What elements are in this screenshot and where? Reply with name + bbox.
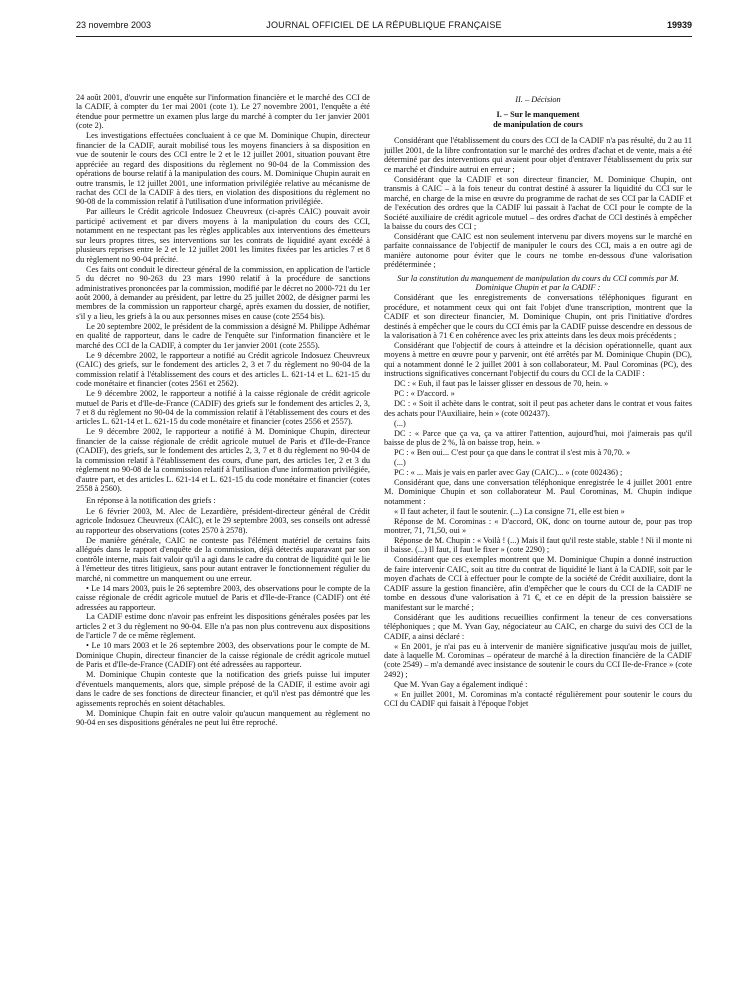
dialog-line: (...) [394, 418, 406, 428]
paragraph: Considérant que CAIC est non seulement intervenu par divers moyens sur le marché en parfaite connaissance de l'objectif de manipuler le cours des CCI, mais a en outre agi de manière autonome pour éviter que le cours ne tombe en-dessous d'une valorisation prédéterminée ; [384, 231, 692, 270]
quote: « Il faut acheter, il faut le soutenir. (...) La consigne 71, elle est bien » [394, 506, 625, 516]
paragraph: Le 6 février 2003, M. Alec de Lezardière, président-directeur général de Crédit agricole Indosuez Cheuvreux (CAIC), et le 29 septembre 2003, ses conseils ont adressé au rapporteur des observations (cotes 2570 à 2578). [76, 506, 370, 535]
dialog-line: DC : « Soit il achète dans le contrat, soit il peut pas acheter dans le contrat et vous faites des achats pour l'Auxiliaire, hein » (cote 002437). [384, 399, 692, 418]
paragraph: 24 août 2001, d'ouvrir une enquête sur l'information financière et le marché des CCI de la CADIF, à compter du 1er mai 2001 (cote 1). Le 27 novembre 2001, l'enquête a été étendue pour permettre un examen plus large du marché à compter du 1er janvier 2001 (cote 2). [76, 93, 370, 131]
subsection-title-line: de manipulation de cours [493, 120, 583, 130]
paragraph: Considérant que les auditions recueillies confirment la teneur de ces conversations téléphoniques ; que M. Yvan Gay, négociateur au CAIC, en charge du suivi des CCI de la CADIF, a ainsi déclaré : [384, 612, 692, 641]
paragraph: Le 9 décembre 2002, le rapporteur a notifié au Crédit agricole Indosuez Cheuvreux (CAIC) des griefs, sur le fondement des articles 2, 3 et 7 du règlement no 90-04 de la commission relatif à l'établissement des cours et des articles L. 621-14 et L. 621-15 du code monétaire et financier (cotes 2561 et 2562). [76, 350, 370, 389]
page-header [76, 20, 692, 34]
section-title: II. – Décision [515, 95, 561, 104]
paragraph: Par ailleurs le Crédit agricole Indosuez Cheuvreux (ci-après CAIC) pouvait avoir participé activement et par divers moyens à la manipulation du cours des CCI, notamment en ne respectant pas les règles applicables aux interventions des émetteurs sur leurs propres titres, ses interventions sur les contrats de liquidité ayant excédé à plusieurs reprises entre le 2 et le 12 juillet 2001 les limites fixées par les articles 7 et 8 du règlement no 90-04 précité. [76, 207, 370, 264]
paragraph: De manière générale, CAIC ne conteste pas l'élément matériel de certains faits allégués dans le rapport d'enquête de la commission, déjà détectés auparavant par son contrôle interne, mais fait valoir qu'il a agi dans le cadre du contrat de liquidité qui le lie à l'émetteur des titres litigieux, sans pour autant entraver le fonctionnement régulier du marché, ni commettre un manquement ou une erreur. [76, 535, 370, 583]
paragraph: • Le 14 mars 2003, puis le 26 septembre 2003, des observations pour le compte de la caisse régionale de crédit agricole mutuel de Paris et d'Ile-de-France (CADIF) ont été adressées au rapporteur. [76, 583, 370, 612]
right-column [384, 93, 692, 983]
paragraph: Que M. Yvan Gay a également indiqué : [394, 679, 528, 689]
paragraph: Considérant que les enregistrements de conversations téléphoniques figurant en procédure, et notamment ceux qui ont fait l'objet d'une transcription, montrent que la CADIF et son directeur financier, M. Dominique Chupin, ont pris l'initiative d'ordres destinés à empêcher que le cours du CCI émis par la CADIF puisse descendre en dessous de la valorisation à 71 € en cohérence avec les prix atteints dans les deux mois précédents ; [384, 293, 692, 341]
quote: « En 2001, je n'ai pas eu à intervenir de manière significative jusqu'au mois de juillet, date à laquelle M. Corominas – opérateur de marché à la direction financière de la CADIF (cote 2549) – m'a demandé avec insistance de soutenir le cours du CCI Ile-de-France » (cote 2492) ; [384, 641, 692, 679]
quote: Réponse de M. Chupin : « Voilà ! (...) Mais il faut qu'il reste stable, stable ! Ni il monte ni il baisse. (...) Il faut, il faut le fixer » (cote 2290) ; [384, 536, 692, 555]
paragraph: Le 20 septembre 2002, le président de la commission a désigné M. Philippe Adhémar en qualité de rapporteur, dans le cadre de l'enquête sur l'information financière et le marché des CCI de la CADIF, à compter du 1er janvier 2001 (cote 2555). [76, 321, 370, 350]
italic-heading: Sur la constitution du manquement de manipulation du cours du CCI commis par M. Dominique Chupin et par la CADIF : [397, 273, 679, 293]
dialog-line: PC : « Ben oui... C'est pour ça que dans le contrat il s'est mis à 70,70. » [394, 447, 631, 457]
paragraph: Le 9 décembre 2002, le rapporteur a notifié à la caisse régionale de crédit agricole mutuel de Paris et d'Ile-de-France (CADIF) des griefs sur le fondement des articles 2, 3, 7 et 8 du règlement no 90-04 de la commission relatif à l'établissement des cours et des articles L. 621-14 et L. 621-15 du code monétaire et financier (cotes 2556 et 2557). [76, 389, 370, 427]
dialog-line: DC : « Euh, il faut pas le laisser glisser en dessous de 70, hein. » [394, 379, 609, 389]
paragraph: La CADIF estime donc n'avoir pas enfreint les dispositions générales posées par les articles 2 et 3 du règlement no 90-04. Elle n'a pas non plus contrevenu aux dispositions de l'article 7 de ce même règlement. [76, 612, 370, 641]
paragraph: En réponse à la notification des griefs : [86, 495, 216, 505]
dialog-line: PC : « D'accord. » [394, 389, 455, 399]
dialog-line: PC : « ... Mais je vais en parler avec Gay (CAIC)... » (cote 002436) ; [394, 467, 623, 477]
paragraph: Le 9 décembre 2002, le rapporteur a notifié à M. Dominique Chupin, directeur financier de la caisse régionale de crédit agricole mutuel de Paris et d'Ile-de-France (CADIF), des griefs, sur le fondement des articles 2, 3, 7 et 8 du règlement no 90-04 de la commission relatif à l'établissement des cours, d'une part, des articles 1er, 2 et 3 du règlement no 90-08 de la commission relatif à l'utilisation d'une information privilégiée, d'autre part, et des articles L. 621-14 et L. 621-15 du code monétaire et financier (cotes 2558 à 2560). [76, 427, 370, 494]
quote: Réponse de M. Corominas : « D'accord, OK, donc on tourne autour de, pour pas trop montrer, 71, 71,50, oui » [384, 516, 692, 536]
paragraph: Considérant que l'objectif de cours à atteindre et la décision opérationnelle, quant aux moyens à mettre en œuvre pour y parvenir, ont été arrêtés par M. Dominique Chupin (DC), qui a notamment donné le 2 juillet 2001 à son collaborateur, M. Paul Corominas (PC), des instructions significatives concernant l'objectif du cours du CCI de la CADIF : [384, 340, 692, 379]
paragraph: Les investigations effectuées concluaient à ce que M. Dominique Chupin, directeur financier de la CADIF, aurait mobilisé tous les moyens financiers à sa disposition en vue de soutenir le cours des CCI entre le 2 et le 12 juillet 2001, situation pouvant être appréciée au regard des dispositions du règlement no 90-04 de la Commission des opérations de bourse relatif à la manipulation des cours. M. Dominique Chupin aurait en outre transmis, le 12 juillet 2001, une information privilégiée relative au mécanisme de rachat des CCI de la CADIF à des tiers, en violation des dispositions du règlement no 90-08 de la commission relatif à l'utilisation d'une information privilégiée. [76, 131, 370, 207]
subsection-title [384, 110, 692, 130]
header-title: JOURNAL OFFICIEL DE LA RÉPUBLIQUE FRANÇAISE [266, 20, 502, 30]
paragraph: Considérant que ces exemples montrent que M. Dominique Chupin a donné instruction de faire intervenir CAIC, soit au titre du contrat de liquidité le liant à la CADIF, soit par le moyen d'achats de CCI à effectuer pour le compte de la société de Crédit auxiliaire, dont la CADIF assure la gestion financière, afin d'empêcher que le cours du CCI de la CADIF ne tombe en dessous d'une valorisation à 71 €, et ce en dépit de la pression baissière se manifestant sur le marché ; [384, 555, 692, 612]
paragraph: Considérant que la CADIF et son directeur financier, M. Dominique Chupin, ont transmis à CAIC – à la fois teneur du contrat destiné à assurer la liquidité du CCI sur le marché, en charge de la mise en œuvre du programme de rachat de ses CCI par la CADIF et de l'exécution des ordres que la CADIF lui passait à l'achat de CCI pour le compte de la Société auxiliaire de crédit agricole mutuel – des ordres d'achat de CCI destinés à empêcher la baisse du cours des CCI ; [384, 174, 692, 232]
paragraph: M. Dominique Chupin conteste que la notification des griefs puisse lui imputer d'éventuels manquements, alors que, simple préposé de la CADIF, il estime avoir agi dans le cadre de ses fonctions de directeur financier, et qu'il n'est pas démontré que les agissements reprochés en soient détachables. [76, 670, 370, 708]
paragraph: M. Dominique Chupin fait en outre valoir qu'aucun manquement au règlement no 90-04 en ses dispositions générales ne peut lui être reproché. [76, 708, 370, 727]
dialog-line: (...) [394, 457, 406, 467]
header-date: 23 novembre 2003 [76, 20, 152, 30]
quote: « En juillet 2001, M. Corominas m'a contacté régulièrement pour soutenir le cours du CCI du CADIF qui faisait à l'époque l'objet [384, 689, 692, 709]
subsection-title-line: I. – Sur le manquement [496, 110, 580, 120]
header-rule [76, 36, 692, 37]
dialog-line: DC : « Parce que ça va, ça va attirer l'attention, aujourd'hui, moi j'aimerais pas qu'il baisse de plus de 2 %, là on baisse trop, hein. » [384, 428, 692, 447]
paragraph: Considérant que l'établissement du cours des CCI de la CADIF n'a pas résulté, du 2 au 11 juillet 2001, de la libre confrontation sur le marché des ordres d'achat et de vente, mais a été déterminé par des interventions qui avaient pour objet d'entraver l'établissement du prix sur ce marché et d'induire autrui en erreur ; [384, 136, 692, 174]
paragraph: • Le 10 mars 2003 et le 26 septembre 2003, des observations pour le compte de M. Dominique Chupin, directeur financier de la caisse régionale de crédit agricole mutuel de Paris et d'Ile-de-France (CADIF) ont été adressées au rapporteur. [76, 641, 370, 670]
header-page-number: 19939 [666, 20, 692, 30]
paragraph: Ces faits ont conduit le directeur général de la commission, en application de l'article 5 du décret no 90-263 du 23 mars 1990 relatif à la procédure de sanctions administratives prononcées par la commission, modifié par le décret no 2000-721 du 1er août 2000, à demander au président, par lettre du 25 juillet 2002, de désigner parmi les membres de la commission un rapporteur chargé, après examen du dossier, de notifier, s'il y a lieu, les griefs à la ou aux personnes mises en cause (cote 2554 bis). [76, 264, 370, 321]
left-column [76, 93, 370, 983]
paragraph: Considérant que, dans une conversation téléphonique enregistrée le 4 juillet 2001 entre M. Dominique Chupin et son collaborateur M. Paul Corominas, M. Chupin indique notamment : [384, 477, 692, 506]
